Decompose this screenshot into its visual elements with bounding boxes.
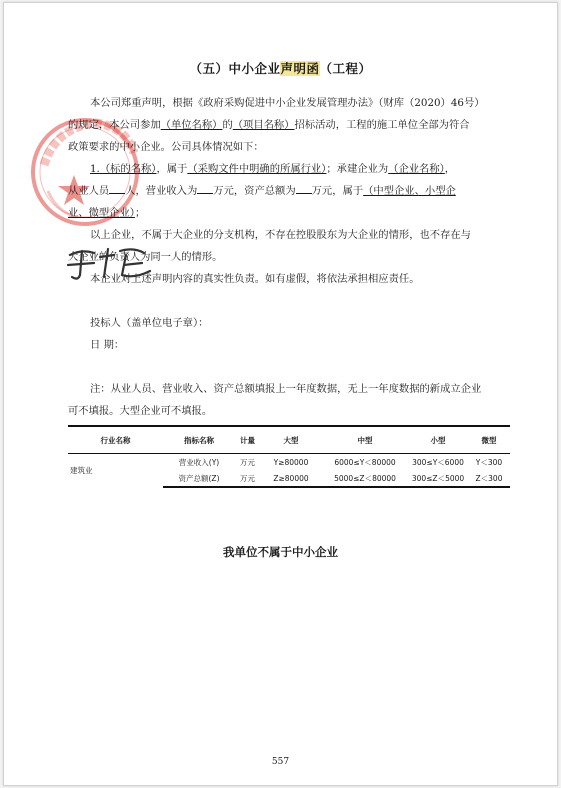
table-cell: Y≥80000 [273,457,309,467]
table-header-cell: 小型 [408,426,468,454]
note-paragraph: 注：从业人员、营业收入、资产总额填报上一年度数据，无上一年度数据的新成立企业 可不填报。大型企业可不填报。 [68,383,482,417]
declaration-paragraph: 本公司郑重声明，根据《政府采购促进中小企业发展管理办法》（财库（2020）46号） 的规定，本公司参加（单位名称）的（项目名称）招标活动，工程的施工单位全部为符合 政策要求的中小企业。公司具体情况如下： [68,97,485,153]
enterprise-name-field: （企业名称） [388,163,445,175]
enterprise-info-item: 1.（标的名称），属于（采购文件中明确的所属行业）；承建企业为（企业名称）， 从业人员 人，营业收入为 万元，资产总额为 万元，属于（中型企业、小型企 业、微型企业）； [68,163,456,219]
table-cell: 6000≤Y＜80000 [334,457,396,467]
employees-blank [109,183,125,194]
table-header-cell: 微型 [468,426,510,454]
document-page [3,2,558,786]
assets-blank [296,183,312,194]
table-cell: Y＜300 [475,457,503,467]
table-header-cell: 计量 [235,426,260,454]
table-cell: 资产总额(Z) [163,470,235,487]
footer-statement: 我单位不属于中小企业 [223,545,338,559]
subject-name-field: 1.（标的名称） [90,163,157,175]
table-header-cell: 大型 [260,426,322,454]
table-header-row [68,426,510,454]
table-cell: 5000≤Z＜80000 [322,470,408,487]
unit-name-field: （单位名称） [160,119,223,131]
table-row [68,454,510,471]
table-cell: 万元 [240,457,255,467]
bidder-label: 投标人（盖单位电子章）： [90,317,209,329]
table-cell: 万元 [235,470,260,487]
project-name-field: （项目名称） [232,119,295,131]
table-cell: 300≤Y＜6000 [412,457,464,467]
page-title: （五）中小企业声明函（工程） [189,61,372,76]
table-header-cell: 指标名称 [163,426,235,454]
date-label: 日 期： [90,339,125,351]
table-header-cell: 中型 [322,426,408,454]
table-cell: Z＜300 [468,470,510,487]
statement-paragraph: 以上企业，不属于大企业的分支机构，不存在控股股东为大企业的情形，也不存在与 大企业的负责人为同一人的情形。 本企业对上述声明内容的真实性负责。如有虚假，将依法承担相应责任。 [68,229,471,285]
title-highlight: 声明函 [280,61,320,76]
sme-criteria-table [68,425,510,488]
handwritten-signature [64,241,156,283]
revenue-blank [197,183,213,194]
table-cell: 营业收入(Y) [178,457,220,467]
industry-field: （采购文件中明确的所属行业） [187,163,327,175]
industry-cell: 建筑业 [70,466,93,475]
page-number: 557 [271,757,290,767]
table-header-cell: 行业名称 [68,426,163,454]
table-cell: 300≤Z＜5000 [408,470,468,487]
table-cell: Z≥80000 [260,470,322,487]
enterprise-type-field: （中型企业、小型企 [363,185,456,197]
